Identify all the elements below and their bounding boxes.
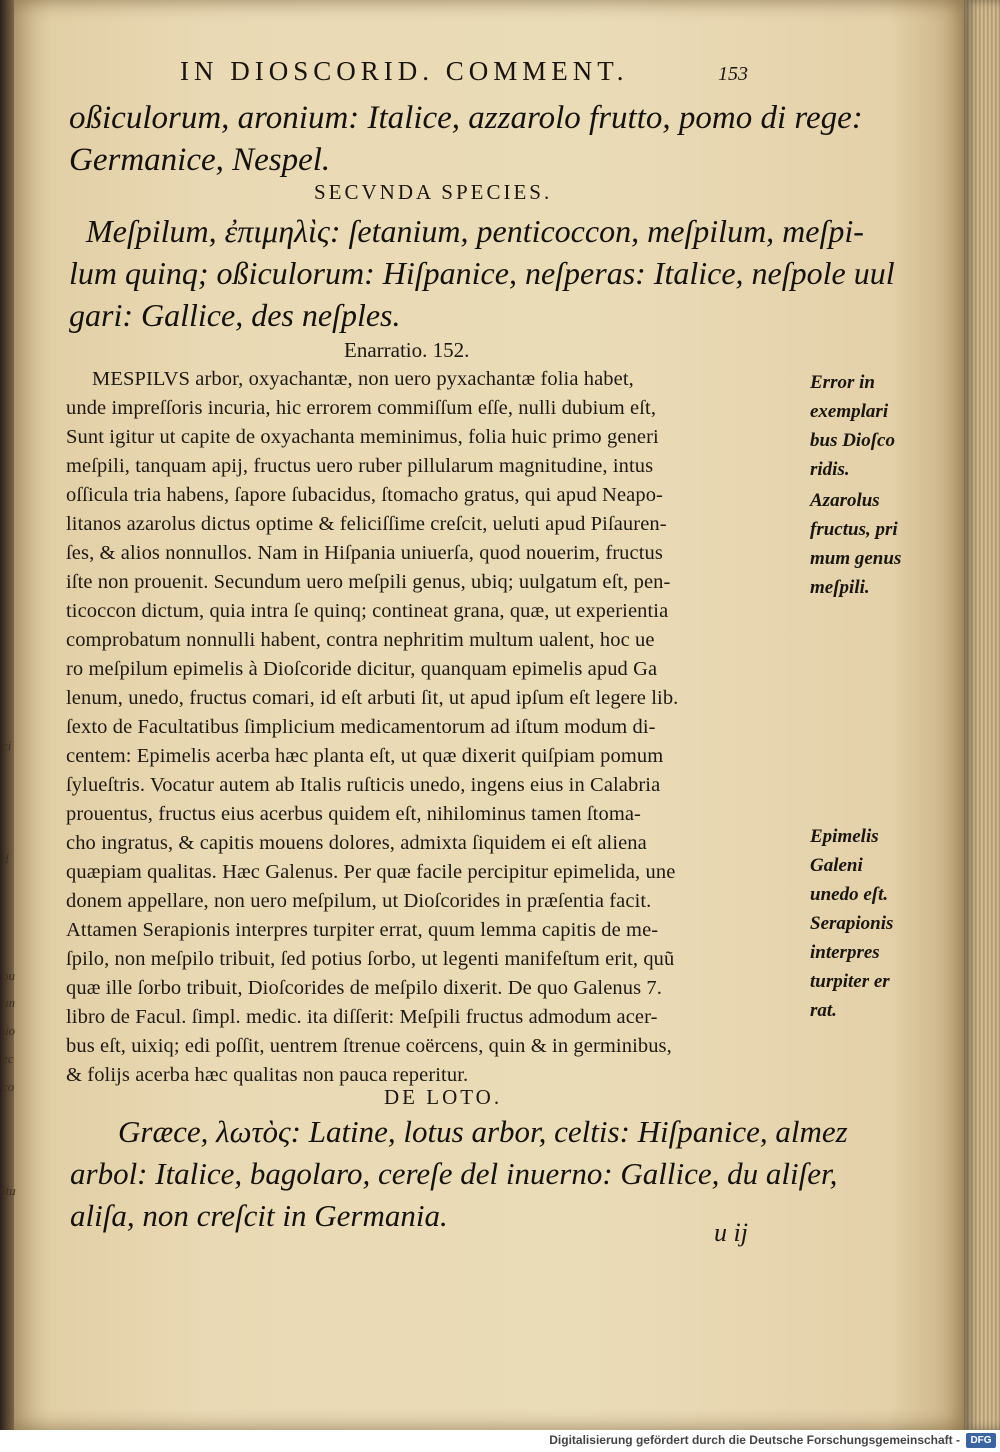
text-line: oßiculorum, aronium: Italice, azzarolo frutto, pomo di rege: [69, 100, 863, 136]
bleed-fragment: d [2, 851, 9, 866]
text-line: gari: Gallice, des neſples. [69, 297, 401, 333]
margin-note: bus Dioſco [810, 430, 895, 451]
book-page [14, 0, 964, 1430]
body-line: litanos azarolus dictus optime & feliciſſime creſcit, ueluti apud Piſauren- [66, 513, 667, 535]
body-line: centem: Epimelis acerba hæc planta eſt, ut quæ dixerit quiſpiam pomum [66, 745, 664, 767]
margin-note: interpres [810, 942, 880, 963]
text-line: lum quinq; oßiculorum: Hiſpanice, neſperas: Italice, neſpole uul [69, 255, 895, 291]
running-head: IN DIOSCORID. COMMENT. [180, 56, 629, 86]
body-line: cho ingratus, & capitis mouens dolores, admixta ſiquidem ei eſt aliena [66, 832, 647, 854]
body-line: ſexto de Facultatibus ſimplicium medicamentorum ad iſtum modum di- [66, 716, 656, 738]
text-line: aliſa, non creſcit in Germania. [70, 1198, 448, 1233]
body-line: Attamen Serapionis interpres turpiter errat, quum lemma capitis de me- [66, 919, 659, 941]
body-line: bus eſt, uixiq; edi poſſit, uentrem ſtrenue coërcens, quin & in germinibus, [66, 1035, 672, 1057]
book-gutter [0, 0, 14, 1430]
margin-note: mum genus [810, 548, 902, 569]
bleed-fragment: ou [2, 968, 15, 983]
enarratio-heading: Enarratio. 152. [344, 338, 470, 362]
margin-note: fructus, pri [810, 519, 898, 540]
body-line: ſpilo, non meſpilo tribuit, ſed potius ſorbo, ut legenti manifeſtum erit, quũ [66, 948, 675, 970]
margin-note: turpiter er [810, 971, 890, 992]
section-heading: SECVNDA SPECIES. [314, 180, 553, 204]
margin-note: meſpili. [810, 577, 870, 598]
margin-note: exemplari [810, 401, 889, 422]
body-line: prouentus, fructus eius acerbus quidem eſt, nihilominus tamen ſtoma- [66, 803, 641, 825]
body-line: oſſicula tria habens, ſapore ſubacidus, ſtomacho gratus, qui apud Neapo- [66, 484, 663, 506]
text-line: arbol: Italice, bagolaro, cereſe del inuerno: Gallice, du aliſer, [70, 1156, 838, 1191]
bleed-fragment: co [2, 1079, 15, 1094]
text-line: Germanice, Nespel. [69, 142, 331, 178]
dfg-logo: DFG [966, 1433, 996, 1448]
body-line: quæpiam qualitas. Hæc Galenus. Per quæ facile percipitur epimelida, une [66, 861, 676, 883]
text-line: Meſpilum, ἐπιμηλὶς: ſetanium, penticoccon, meſpilum, meſpi- [86, 213, 864, 249]
signature-mark: u ij [714, 1218, 748, 1247]
body-line: quæ ille ſorbo tribuit, Dioſcorides de meſpilo dixerit. De quo Galenus 7. [66, 977, 663, 999]
text-line: Græce, λωτὸς: Latine, lotus arbor, celtis: Hiſpanice, almez [118, 1114, 848, 1149]
margin-note: ridis. [810, 459, 850, 480]
margin-note: Galeni [810, 855, 863, 876]
footer-credit: Digitalisierung gefördert durch die Deutsche Forschungsgemeinschaft - [549, 1433, 960, 1447]
section-heading-loto: DE LOTO. [384, 1085, 503, 1109]
page-stack-edge [964, 0, 1000, 1430]
bleed-fragment: ec [2, 1051, 14, 1066]
body-line: unde impreſſoris incuria, hic errorem commiſſum eſſe, nulli dubium eſt, [66, 397, 657, 419]
margin-note: Error in [810, 372, 875, 393]
margin-note: Epimelis [810, 826, 879, 847]
body-line: donem appellare, non uero meſpilum, ut Dioſcorides in præſentia facit. [66, 890, 652, 912]
body-line: MESPILVS arbor, oxyachantæ, non uero pyxachantæ folia habet, [92, 368, 634, 390]
bleed-fragment: ci [2, 738, 12, 753]
body-line: & folijs acerba hæc qualitas non pauca reperitur. [66, 1064, 469, 1086]
margin-note: Azarolus [810, 490, 880, 511]
body-line: comprobatum nonnulli habent, contra nephritim multum ualent, hoc ue [66, 629, 655, 651]
body-line: lenum, unedo, fructus comari, id eſt arbuti ſit, ut apud ipſum eſt legere lib. [66, 687, 679, 709]
margin-note: unedo eſt. [810, 884, 889, 905]
body-line: ticoccon dictum, quia intra ſe quinq; contineat grana, quæ, ut experientia [66, 600, 669, 622]
folio-number: 153 [718, 63, 748, 85]
body-line: iſte non prouenit. Secundum uero meſpili genus, ubiq; uulgatum eſt, pen- [66, 571, 671, 593]
body-line: Sunt igitur ut capite de oxyachanta meminimus, folia huic primo generi [66, 426, 659, 448]
body-line: libro de Facul. ſimpl. medic. ita diſſerit: Meſpili fructus admodum acer- [66, 1006, 658, 1028]
digitization-footer [0, 1430, 1000, 1452]
bleed-fragment: uo [2, 1023, 15, 1038]
margin-note: rat. [810, 1000, 837, 1021]
body-line: ro meſpilum epimelis à Dioſcoride dicitur, quanquam epimelis apud Ga [66, 658, 658, 680]
bleed-fragment: itu [2, 1183, 16, 1198]
margin-note: Serapionis [810, 913, 894, 934]
body-line: ſes, & alios nonnullos. Nam in Hiſpania uniuerſa, quod nouerim, fructus [66, 542, 663, 564]
body-line: ſylueſtris. Vocatur autem ab Italis ruſticis unedo, ingens eius in Calabria [66, 774, 661, 796]
body-line: meſpili, tanquam apij, fructus uero ruber pillularum magnitudine, intus [66, 455, 654, 477]
bleed-fragment: un [2, 995, 15, 1010]
